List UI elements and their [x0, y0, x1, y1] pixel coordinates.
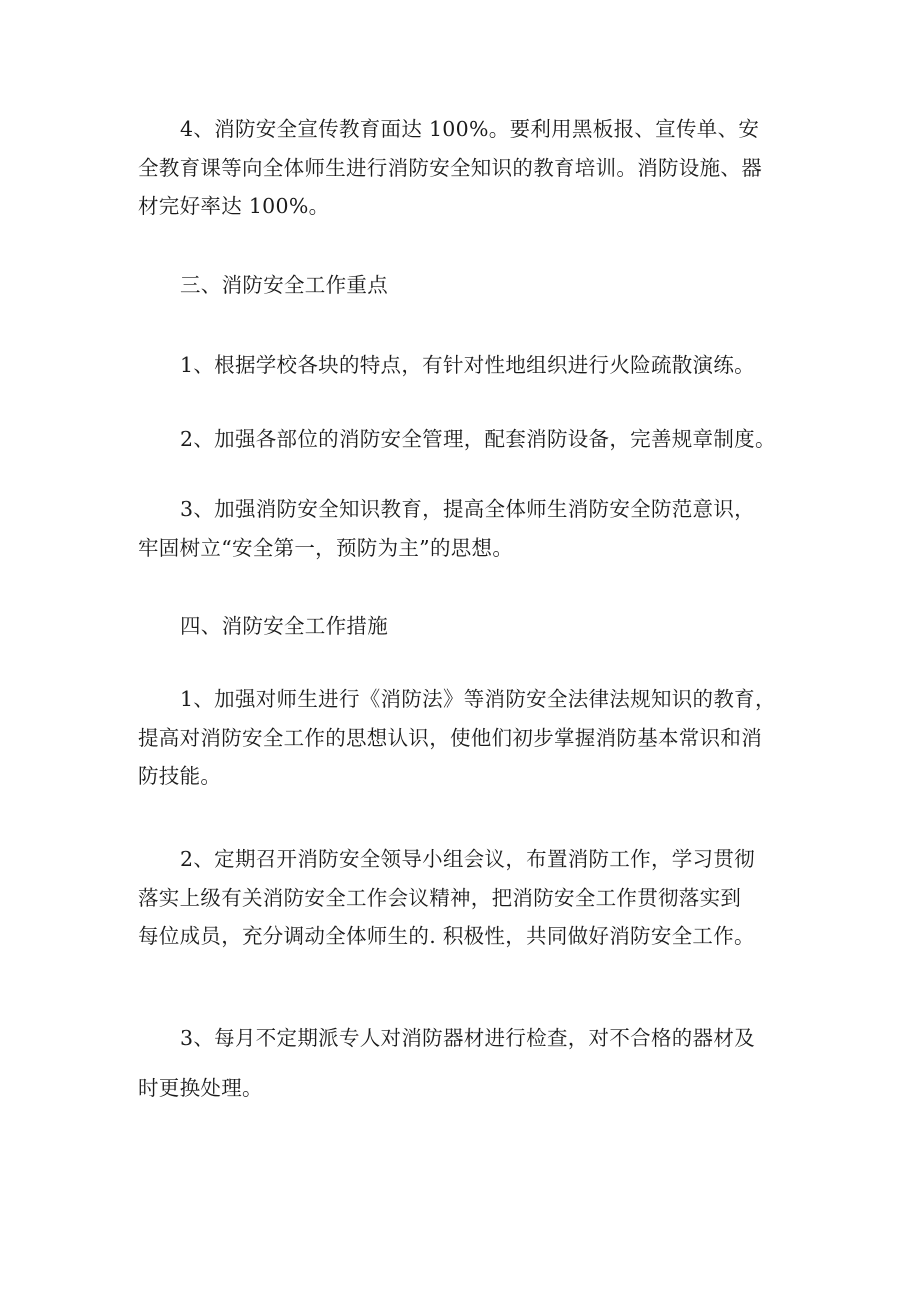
text-line: 每位成员，充分调动全体师生的. 积极性，共同做好消防安全工作。 — [138, 924, 755, 948]
text-line: 3、每月不定期派专人对消防器材进行检查，对不合格的器材及 — [180, 1026, 755, 1050]
text-line: 防技能。 — [138, 764, 222, 788]
text-line: 落实上级有关消防安全工作会议精神，把消防安全工作贯彻落实到 — [138, 885, 742, 910]
paragraph-leadership-meeting — [138, 840, 798, 956]
text-line: 牢固树立“安全第一，预防为主”的思想。 — [138, 535, 514, 560]
paragraph-evacuation-drill — [138, 346, 798, 385]
text-line: 全教育课等向全体师生进行消防安全知识的教育培训。消防设施、器 — [138, 155, 762, 180]
paragraph-law-education — [138, 680, 798, 796]
text-line: 2、定期召开消防安全领导小组会议，布置消防工作，学习贯彻 — [180, 847, 755, 871]
text-line: 4、消防安全宣传教育面达 100%。要利用黑板报、宣传单、安 — [180, 117, 760, 141]
text-line: 2、加强各部位的消防安全管理，配套消防设备，完善规章制度。 — [180, 427, 776, 451]
paragraph-knowledge-education — [138, 490, 798, 567]
section-heading: 三、消防安全工作重点 — [180, 273, 388, 297]
paragraph-equipment-inspection — [138, 1013, 798, 1113]
text-line: 3、加强消防安全知识教育，提高全体师生消防安全防范意识， — [180, 497, 755, 521]
heading-fire-safety-measures — [138, 607, 798, 646]
text-line: 1、根据学校各块的特点，有针对性地组织进行火险疏散演练。 — [180, 353, 755, 377]
text-line: 1、加强对师生进行《消防法》等消防安全法律法规知识的教育， — [180, 687, 776, 711]
section-heading: 四、消防安全工作措施 — [180, 614, 388, 638]
text-line: 时更换处理。 — [138, 1076, 263, 1100]
heading-fire-safety-focus — [138, 266, 798, 305]
text-line: 材完好率达 100%。 — [138, 194, 330, 218]
text-line: 提高对消防安全工作的思想认识，使他们初步掌握消防基本常识和消 — [138, 725, 762, 750]
paragraph-education-coverage — [138, 110, 798, 226]
paragraph-safety-management — [138, 420, 798, 459]
